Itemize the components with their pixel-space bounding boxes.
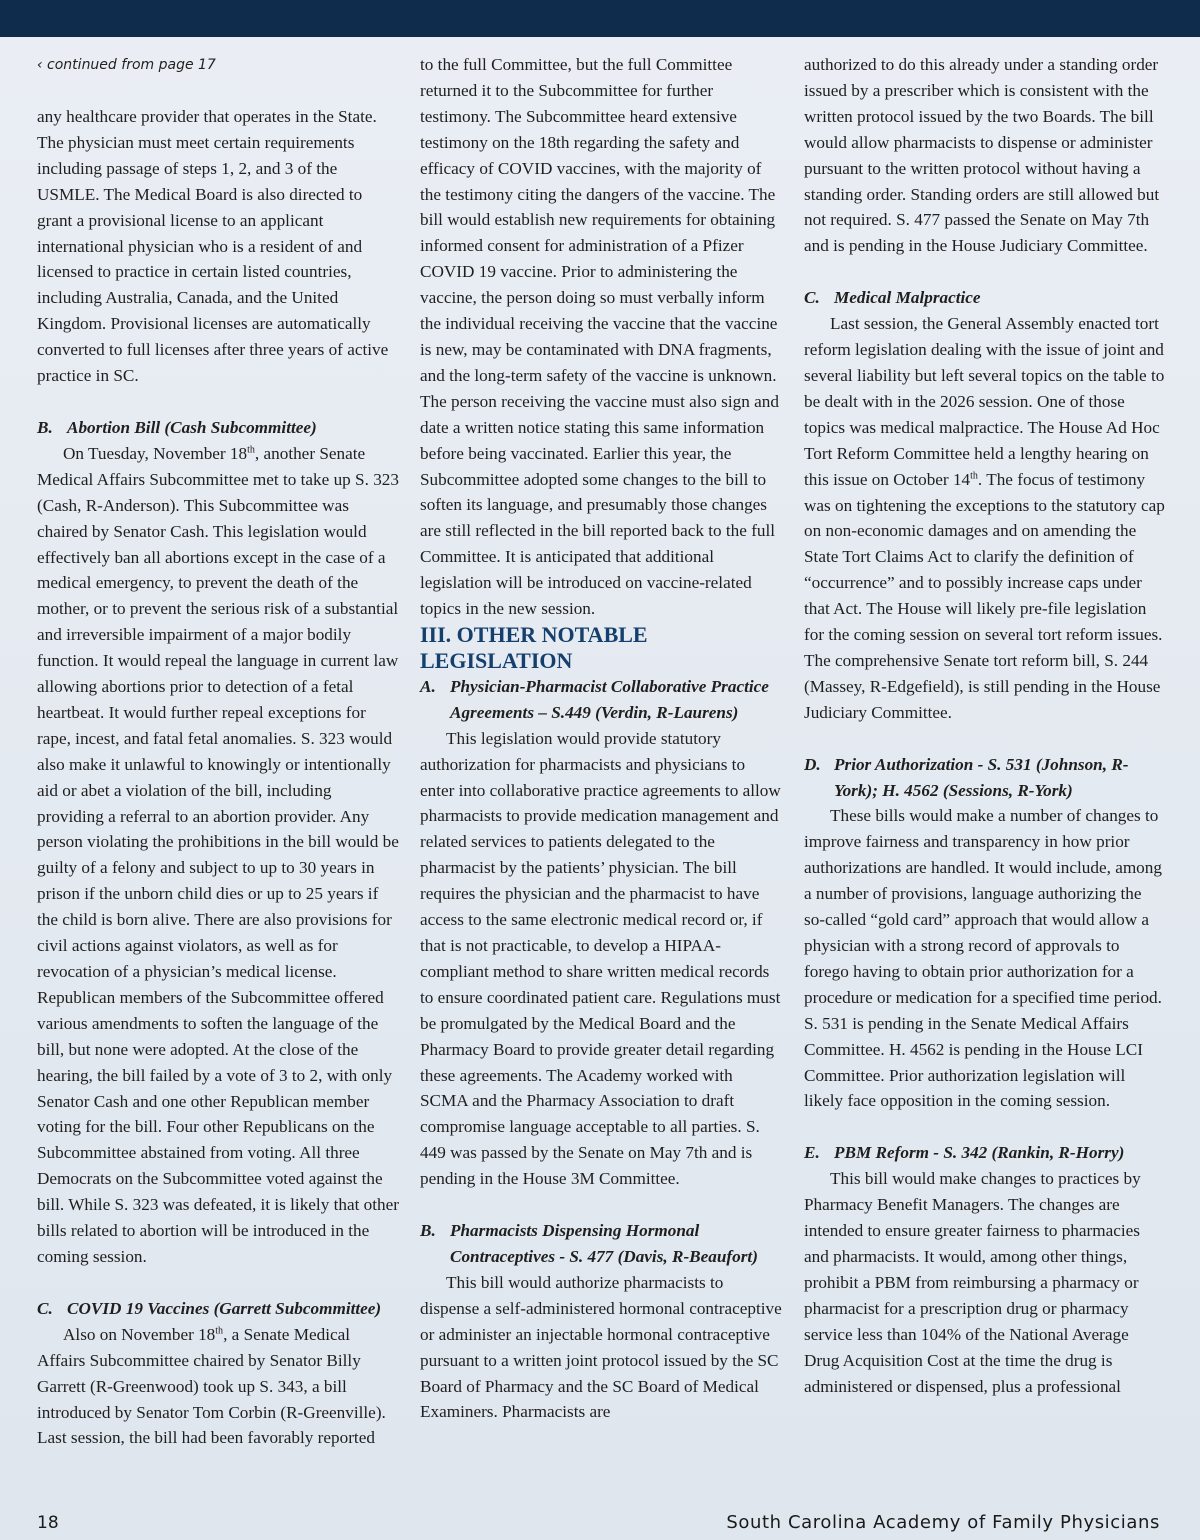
hormonal-contraceptives-heading: B. Pharmacists Dispensing Hormonal Contraceptives - S. 477 (Davis, R-Beaufort) <box>420 1221 758 1266</box>
medical-malpractice-paragraph: Last session, the General Assembly enacted tort reform legislation dealing with the issue of joint and several liability but left several topics on the table to be dealt with in the 2026 session. One of those topics was medical malpractice. The House Ad Hoc Tort Reform Committee held a lengthy hearing on this issue on October 14th. The focus of testimony was on tightening the exceptions to the statutory cap on non-economic damages and on amending the State Tort Claims Act to clarify the definition of “occurrence” and to possibly increase caps under that Act. The House will likely pre-file legislation for the coming session on several tort reform issues. The comprehensive Senate tort reform bill, S. 244 (Massey, R-Edgefield), is still pending in the House Judiciary Committee. <box>804 314 1165 722</box>
prior-authorization-paragraph: These bills would make a number of changes to improve fairness and transparency in how prior authorizations are handled. It would include, among a number of provisions, language authorizing the so-called “gold card” approach that would allow a physician with a strong record of approvals to forego having to obtain prior authorization for a procedure or medication for a specified time period. S. 531 is pending in the Senate Medical Affairs Committee. H. 4562 is pending in the House LCI Committee. Prior authorization legislation will likely face opposition in the coming session. <box>804 806 1162 1111</box>
col3-paragraph-1: authorized to do this already under a standing order issued by a prescriber which is consistent with the written protocol issued by the two Boards. The bill would allow pharmacists to dispense or administer pursuant to the written protocol without having a standing order. Standing orders are still allowed but not required. S. 477 passed the Senate on May 7th and is pending in the House Judiciary Committee. <box>804 55 1160 256</box>
column-1 <box>37 52 399 1451</box>
col2-paragraph-1: to the full Committee, but the full Committee returned it to the Subcommittee for further testimony. The Subcommittee heard extensive testimony on the 18th regarding the safety and efficacy of COVID vaccines, with the majority of the testimony citing the dangers of the vaccine. The bill would establish new requirements for obtaining informed consent for administration of a Pfizer COVID 19 vaccine. Prior to administering the vaccine, the person doing so must verbally inform the individual receiving the vaccine that the vaccine is new, may be contaminated with DNA fragments, and the long-term safety of the vaccine is unknown. The person receiving the vaccine must also sign and date a written notice stating this same information before being vaccinated. Earlier this year, the Subcommittee adopted some changes to the bill to soften its language, and presumably those changes are still reflected in the bill reported back to the full Committee. It is anticipated that additional legislation will be introduced on vaccine-related topics in the new session. <box>420 55 779 619</box>
pbm-reform-paragraph: This bill would make changes to practices by Pharmacy Benefit Managers. The changes are intended to ensure greater fairness to pharmacies and pharmacists. It would, among other things, prohibit a PBM from reimbursing a pharmacy or pharmacist for a prescription drug or pharmacy service less than 104% of the National Average Drug Acquisition Cost at the time the drug is administered or dispensed, plus a professional <box>804 1169 1141 1396</box>
abortion-bill-paragraph: On Tuesday, November 18th, another Senate Medical Affairs Subcommittee met to take up S. 323 (Cash, R-Anderson). This Subcommittee was chaired by Senator Cash. This legislation would effectively ban all abortions except in the case of a medical emergency, to prevent the death of the mother, or to prevent the serious risk of a substantial and irreversible impairment of a major bodily function. It would repeal the language in current law allowing abortions prior to detection of a fetal heartbeat. It would further repeal exceptions for rape, incest, and fatal fetal anomalies. S. 323 would also make it unlawful to knowingly or intentionally aid or abet a violation of the bill, including providing a referral to an abortion provider. Any person violating the prohibitions in the bill would be guilty of a felony and subject to up to 30 years in prison if the unborn child dies or up to 25 years if the child is born alive. There are also provisions for civil actions against violators, as well as for revocation of a physician’s medical license. Republican members of the Subcommittee offered various amendments to soften the language of the bill, but none were adopted. At the close of the hearing, the bill failed by a vote of 3 to 2, with only Senator Cash and one other Republican member voting for the bill. Four other Republicans on the Subcommittee abstained from voting. All three Democrats on the Subcommittee voted against the bill. While S. 323 was defeated, it is likely that other bills related to abortion will be introduced in the coming session. <box>37 443 399 1266</box>
collaborative-practice-heading: A. Physician-Pharmacist Collaborative Practice Agreements – S.449 (Verdin, R-Laurens) <box>420 676 769 722</box>
page-number: 18 <box>37 1513 59 1533</box>
section-heading-other-legislation: III. OTHER NOTABLE LEGISLATION <box>420 621 648 673</box>
continued-from-link[interactable]: ‹ continued from page 17 <box>37 57 216 73</box>
medical-malpractice-heading: C. Medical Malpractice <box>804 288 981 308</box>
column-2 <box>420 52 782 1425</box>
hormonal-contraceptives-paragraph: This bill would authorize pharmacists to dispense a self-administered hormonal contraceptive or administer an injectable hormonal contraceptive pursuant to a written joint protocol issued by the SC Board of Pharmacy and the SC Board of Medical Examiners. Pharmacists are <box>420 1272 782 1422</box>
covid-vaccines-heading: C. COVID 19 Vaccines (Garrett Subcommittee) <box>37 1298 382 1318</box>
publication-name: South Carolina Academy of Family Physicians <box>726 1512 1160 1533</box>
top-banner <box>0 0 1200 37</box>
column-3 <box>804 52 1166 1399</box>
collaborative-practice-paragraph: This legislation would provide statutory authorization for pharmacists and physicians to enter into collaborative practice agreements to allow pharmacists to provide medication management and related services to patients delegated to the pharmacist by the patients’ physician. The bill requires the physician and the pharmacist to have access to the same electronic medical record or, if that is not practicable, to develop a HIPAA-compliant method to share written medical records to ensure coordinated patient care. Regulations must be promulgated by the Medical Board and the Pharmacy Board to provide greater detail regarding these agreements. The Academy worked with SCMA and the Pharmacy Association to draft compromise language acceptable to all parties. S. 449 was passed by the Senate on May 7th and is pending in the House 3M Committee. <box>420 728 781 1189</box>
prior-authorization-heading: D. Prior Authorization - S. 531 (Johnson, R-York); H. 4562 (Sessions, R-York) <box>804 754 1129 800</box>
abortion-bill-heading: B. Abortion Bill (Cash Subcommittee) <box>37 417 317 437</box>
col1-paragraph-1: any healthcare provider that operates in the State. The physician must meet certain requirements including passage of steps 1, 2, and 3 of the USMLE. The Medical Board is also directed to grant a provisional license to an applicant international physician who is a resident of and licensed to practice in certain listed countries, including Australia, Canada, and the United Kingdom. Provisional licenses are automatically converted to full licenses after three years of active practice in SC. <box>37 107 389 386</box>
covid-vaccines-paragraph: Also on November 18th, a Senate Medical Affairs Subcommittee chaired by Senator Billy Garrett (R-Greenwood) took up S. 343, a bill introduced by Senator Tom Corbin (R-Greenville). Last session, the bill had been favorably reported <box>37 1324 386 1448</box>
pbm-reform-heading: E. PBM Reform - S. 342 (Rankin, R-Horry) <box>804 1143 1125 1163</box>
